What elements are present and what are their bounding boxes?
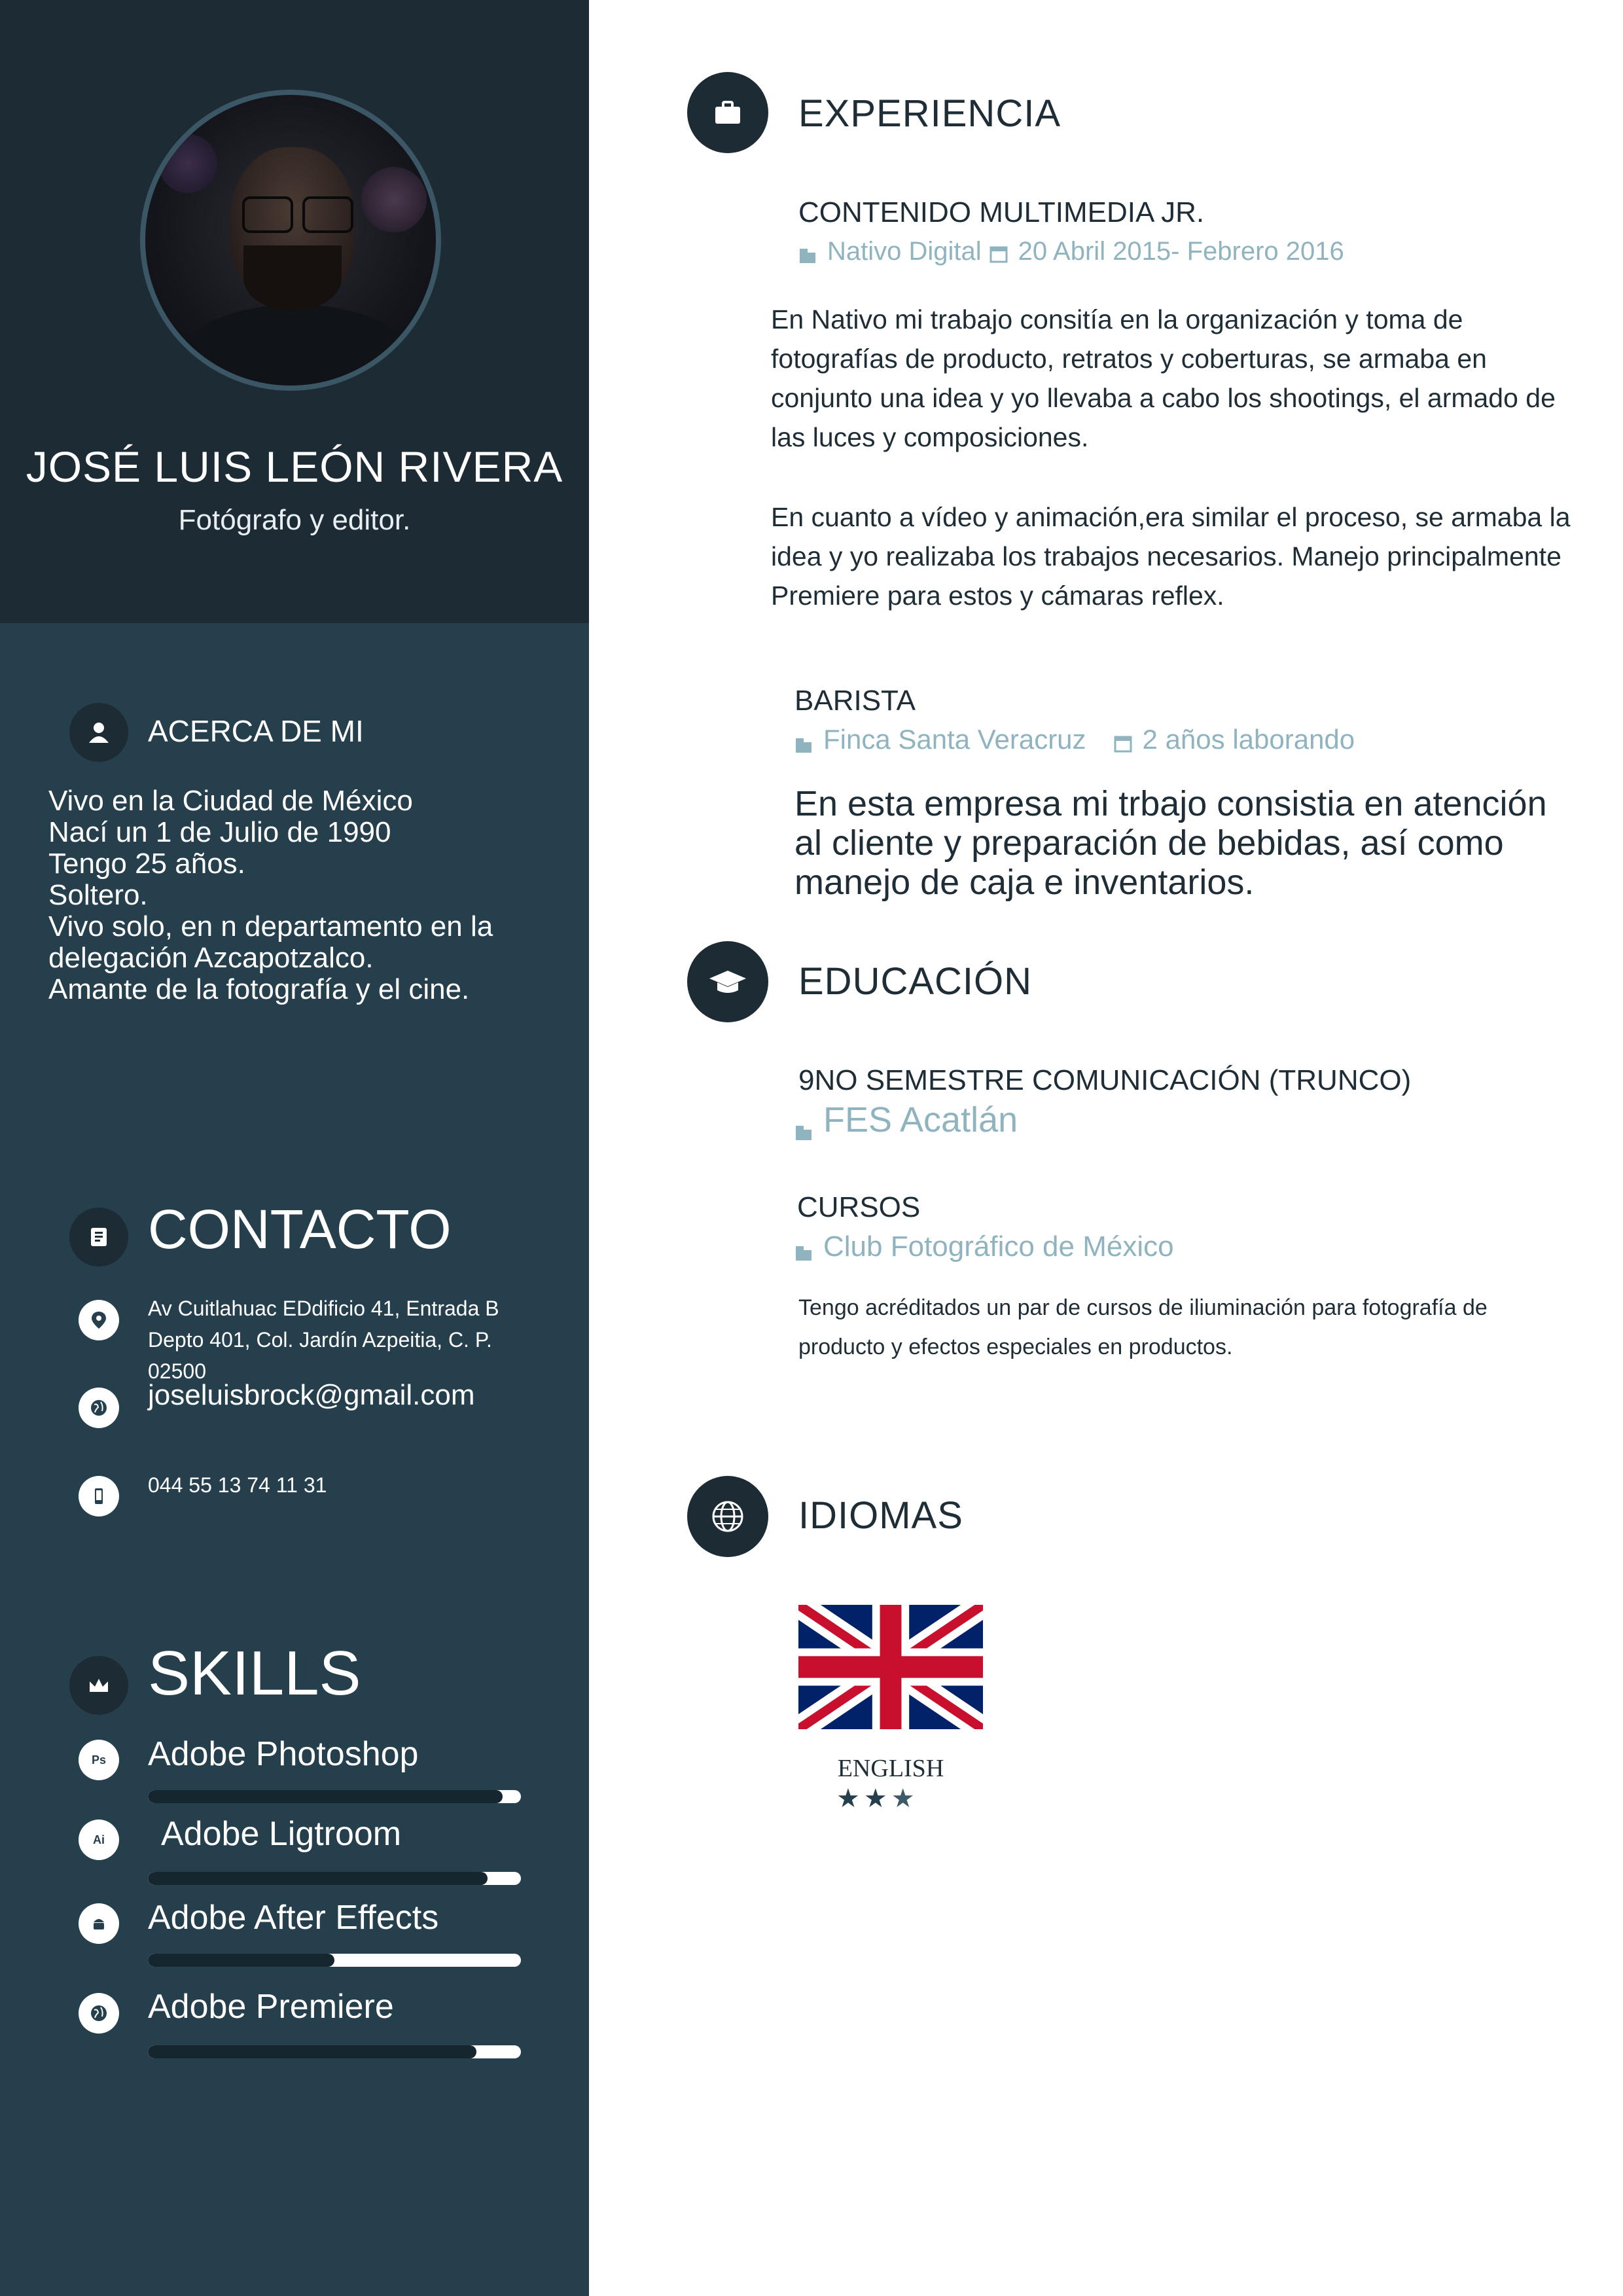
job-description: En cuanto a vídeo y animación,era similar el proceso, se armaba la idea y yo realizaba los trabajos necesarios. Manejo principalmente Premiere para estos y cámaras reflex.: [771, 502, 1571, 611]
education-place: FES Acatlán: [823, 1100, 1018, 1139]
skill-label: Adobe Photoshop: [148, 1735, 419, 1773]
education-meta: [793, 1100, 1018, 1140]
about-line: Tengo 25 años.: [48, 848, 245, 880]
education-place: Club Fotográfico de México: [823, 1230, 1174, 1263]
star-icon: ★: [891, 1784, 915, 1813]
calendar-icon: [988, 242, 1009, 262]
photoshop-icon: Ps: [79, 1740, 119, 1780]
profile-subtitle: Fotógrafo y editor.: [178, 504, 411, 536]
illustrator-icon: Ai: [79, 1820, 119, 1860]
uk-flag-icon: [798, 1605, 983, 1729]
job-dates: 20 Abril 2015- Febrero 2016: [1018, 237, 1344, 266]
profile-name: JOSÉ LUIS LEÓN RIVERA: [26, 442, 563, 491]
skill-bar-fill: [148, 2045, 476, 2058]
skill-label: Adobe Ligtroom: [161, 1815, 402, 1853]
building-icon: [793, 729, 814, 750]
star-icon: ★: [836, 1784, 860, 1813]
education-title: 9NO SEMESTRE COMUNICACIÓN (TRUNCO): [798, 1064, 1412, 1096]
education-description: Tengo acréditados un par de cursos de iliuminación para fotografía de producto y efectos especiales en productos.: [798, 1295, 1488, 1359]
star-icon: ★: [863, 1784, 887, 1813]
job-meta: [797, 237, 1344, 266]
contact-phone: 044 55 13 74 11 31: [148, 1473, 327, 1497]
education-heading: EDUCACIÓN: [798, 960, 1033, 1003]
skill-bar-fill: [148, 1872, 488, 1885]
skill-bar: [148, 1872, 521, 1885]
address-line: Av Cuitlahuac EDdificio 41, Entrada B: [148, 1297, 499, 1320]
job-title: CONTENIDO MULTIMEDIA JR.: [798, 196, 1205, 228]
language-rating: [836, 1784, 915, 1814]
android-icon: [79, 1903, 119, 1944]
contact-email[interactable]: joseluisbrock@gmail.com: [148, 1379, 475, 1411]
mobile-phone-icon: [79, 1476, 119, 1516]
education-title: CURSOS: [797, 1191, 921, 1223]
building-icon: [797, 242, 818, 262]
building-icon: [793, 1236, 814, 1257]
about-text: [48, 785, 572, 1005]
about-line: Vivo solo, en n departamento en la: [48, 910, 493, 942]
skill-bar: [148, 2045, 521, 2058]
address-line: Depto 401, Col. Jardín Azpeitia, C. P.: [148, 1328, 492, 1352]
skills-heading: SKILLS: [148, 1638, 361, 1708]
profile-photo: [140, 90, 441, 391]
skill-label: Adobe Premiere: [148, 1988, 394, 2026]
briefcase-icon: [687, 72, 768, 153]
job-description: En Nativo mi trabajo consitía en la organización y toma de fotografías de producto, retratos y coberturas, se armaba en conjunto una idea y yo llevaba a cabo los shootings, el armado de las luces y composiciones.: [771, 304, 1556, 452]
contact-heading: CONTACTO: [148, 1198, 452, 1260]
address-line: 02500: [148, 1359, 206, 1383]
user-icon: [69, 703, 128, 762]
job-description: En esta empresa mi trbajo consistia en atención al cliente y preparación de bebidas, así como manejo de caja e inventarios.: [794, 784, 1547, 902]
skill-label: Adobe After Effects: [148, 1899, 439, 1937]
crown-icon: [69, 1656, 128, 1715]
about-heading: ACERCA DE MI: [148, 714, 364, 748]
about-line: Nací un 1 de Julio de 1990: [48, 816, 391, 848]
job-company: Nativo Digital: [827, 237, 982, 266]
contact-address: [148, 1293, 499, 1387]
contact-card-icon: [69, 1208, 128, 1266]
languages-heading: IDIOMAS: [798, 1494, 963, 1537]
graduation-cap-icon: [687, 941, 768, 1022]
building-icon: [793, 1109, 814, 1130]
job-dates: 2 años laborando: [1142, 724, 1355, 755]
about-line: Soltero.: [48, 879, 148, 911]
skill-bar-fill: [148, 1954, 334, 1967]
skill-bar: [148, 1790, 521, 1803]
location-pin-icon: [79, 1300, 119, 1340]
globe-icon: [79, 1388, 119, 1428]
globe-icon: [79, 1993, 119, 2034]
job-title: BARISTA: [794, 685, 916, 717]
language-label: ENGLISH: [837, 1755, 944, 1782]
calendar-icon: [1113, 729, 1133, 750]
job-meta: [793, 724, 1355, 755]
education-meta: [793, 1230, 1174, 1263]
skill-bar: [148, 1954, 521, 1967]
experience-heading: EXPERIENCIA: [798, 92, 1061, 135]
job-company: Finca Santa Veracruz: [823, 724, 1086, 755]
about-line: Vivo en la Ciudad de México: [48, 785, 413, 817]
about-line: delegación Azcapotzalco.: [48, 942, 374, 974]
globe-icon: [687, 1476, 768, 1557]
about-line: Amante de la fotografía y el cine.: [48, 973, 470, 1005]
skill-bar-fill: [148, 1790, 503, 1803]
